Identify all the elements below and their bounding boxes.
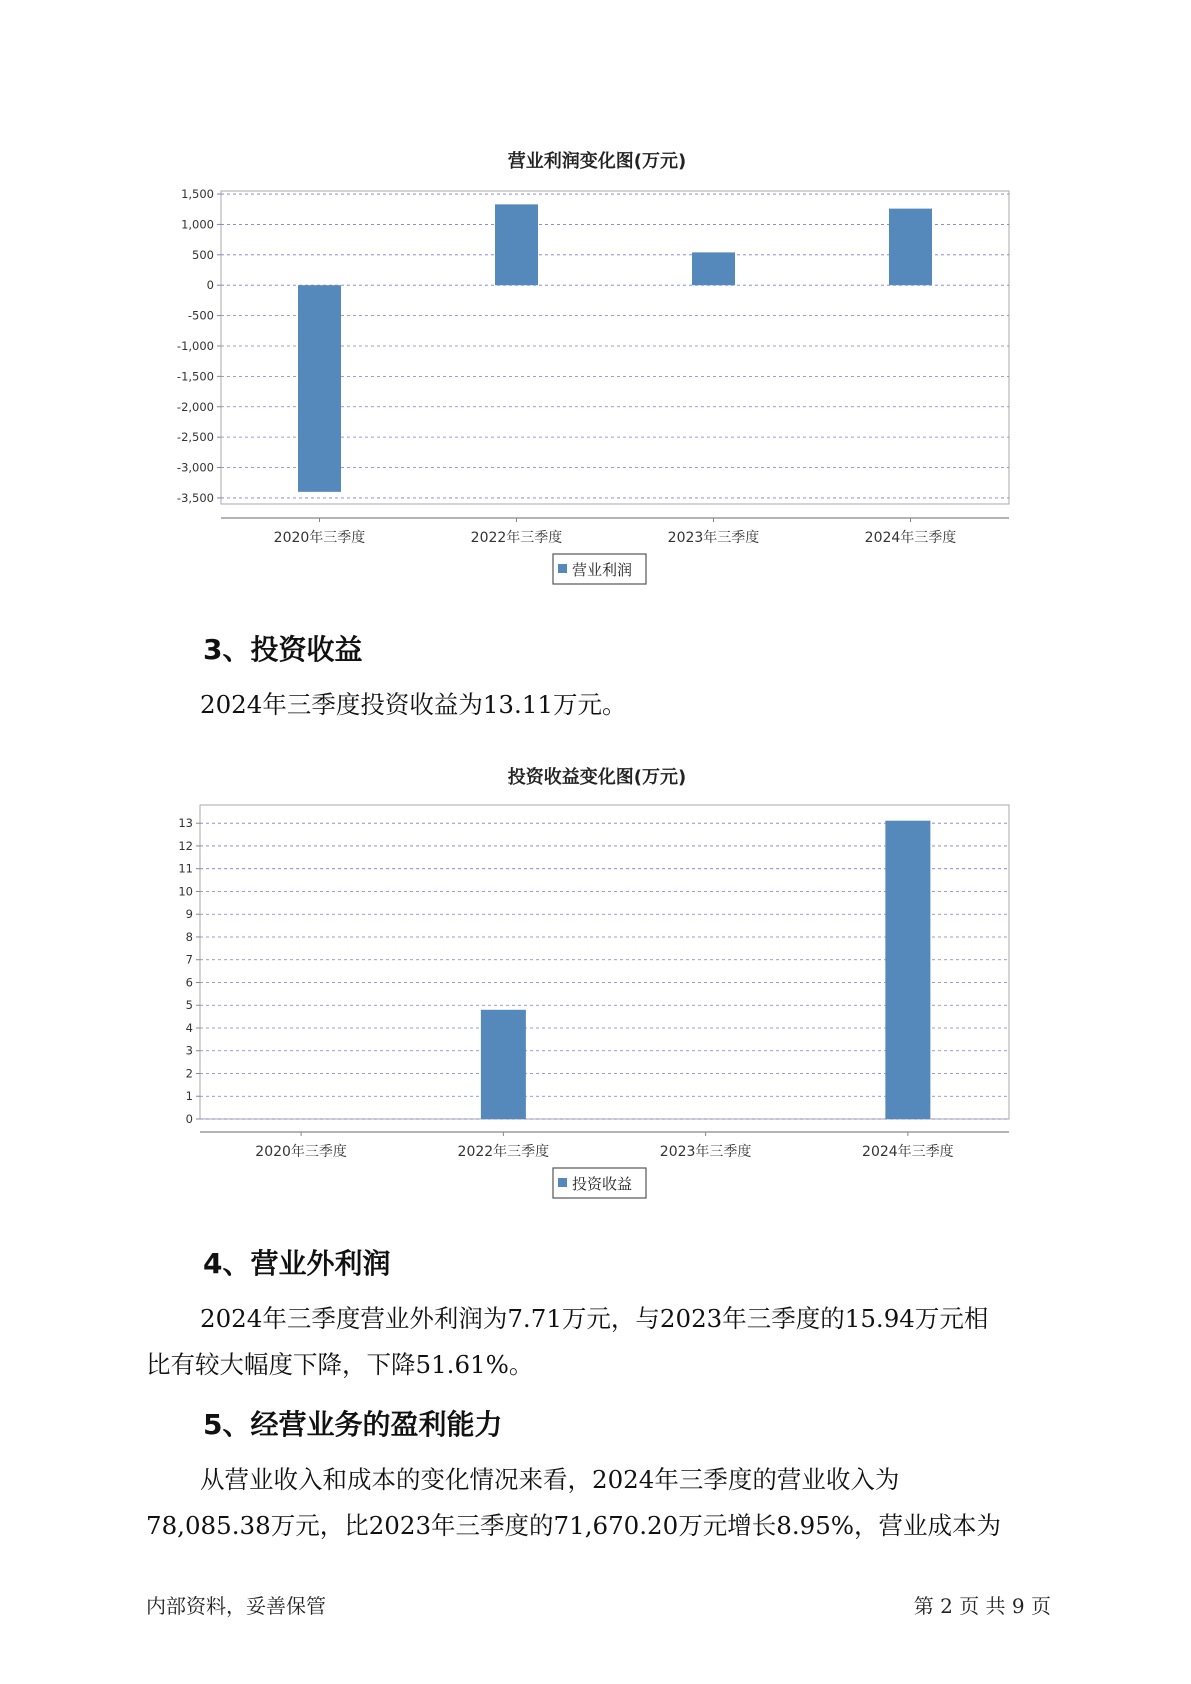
legend-swatch (558, 564, 567, 573)
paragraph-line: 从营业收入和成本的变化情况来看，2024年三季度的营业收入为 (200, 1465, 900, 1494)
y-tick-label: 500 (192, 247, 214, 262)
x-tick-label: 2020年三季度 (273, 530, 366, 546)
bar (495, 204, 538, 285)
x-tick-label: 2022年三季度 (457, 1144, 550, 1160)
legend (553, 554, 646, 584)
section-3-heading: 3、投资收益 (203, 633, 363, 666)
y-tick-label: 6 (185, 975, 193, 990)
y-tick-label: 1 (185, 1089, 193, 1104)
paragraph-line: 2024年三季度营业外利润为7.71万元，与2023年三季度的15.94万元相 (200, 1304, 989, 1333)
footer-right: 第 2 页 共 9 页 (913, 1594, 1051, 1618)
x-tick-label: 2023年三季度 (659, 1144, 752, 1160)
bar (889, 209, 932, 286)
bar (298, 285, 341, 492)
legend (553, 1168, 646, 1198)
section-3-paragraph (146, 682, 1056, 728)
y-tick-label: -2,500 (176, 430, 214, 445)
y-tick-label: -1,500 (176, 369, 214, 384)
y-tick-label: 0 (206, 278, 214, 293)
operating-profit-chart (0, 0, 1191, 600)
x-tick-label: 2024年三季度 (862, 1144, 954, 1160)
y-tick-label: 8 (185, 929, 193, 944)
x-tick-label: 2024年三季度 (864, 530, 957, 546)
paragraph-line: 78,085.38万元，比2023年三季度的71,670.20万元增长8.95%，营业成本为 (146, 1511, 1002, 1540)
y-tick-label: -3,000 (176, 460, 214, 475)
x-tick-label: 2023年三季度 (667, 530, 760, 546)
bar (885, 821, 930, 1119)
y-tick-label: 0 (185, 1112, 193, 1126)
x-tick-label: 2022年三季度 (470, 530, 563, 546)
y-tick-label: 4 (185, 1020, 193, 1035)
y-tick-label: -2,000 (176, 399, 214, 414)
y-tick-label: 10 (178, 884, 193, 899)
y-tick-label: 3 (185, 1043, 193, 1058)
paragraph-line: 比有较大幅度下降，下降51.61%。 (146, 1350, 534, 1379)
section-5-paragraph (146, 1457, 1056, 1549)
legend-label: 投资收益 (572, 1175, 633, 1193)
legend-swatch (558, 1178, 567, 1187)
y-tick-label: 11 (178, 861, 193, 876)
legend-label: 营业利润 (572, 561, 633, 579)
y-tick-label: -3,500 (176, 490, 214, 505)
investment-income-chart (0, 740, 1191, 1240)
section-5-heading: 5、经营业务的盈利能力 (203, 1408, 503, 1441)
y-tick-label: -1,000 (176, 338, 214, 353)
y-tick-label: -500 (187, 308, 214, 323)
paragraph-line: 2024年三季度投资收益为13.11万元。 (200, 690, 627, 719)
bar (481, 1010, 526, 1119)
x-tick-label: 2020年三季度 (255, 1144, 347, 1160)
bar (692, 252, 735, 285)
y-tick-label: 12 (178, 838, 193, 853)
y-tick-label: 1,000 (181, 217, 214, 232)
y-tick-label: 9 (185, 907, 193, 922)
section-4-paragraph (146, 1296, 1056, 1388)
footer-left: 内部资料，妥善保管 (146, 1594, 326, 1618)
y-tick-label: 5 (185, 998, 193, 1013)
y-tick-label: 7 (185, 952, 193, 967)
y-tick-label: 1,500 (181, 187, 214, 202)
y-tick-label: 2 (185, 1066, 193, 1081)
chart-title: 营业利润变化图(万元) (507, 151, 687, 172)
y-tick-label: 13 (178, 816, 193, 831)
chart-title: 投资收益变化图(万元) (507, 767, 687, 788)
section-4-heading: 4、营业外利润 (203, 1247, 391, 1280)
